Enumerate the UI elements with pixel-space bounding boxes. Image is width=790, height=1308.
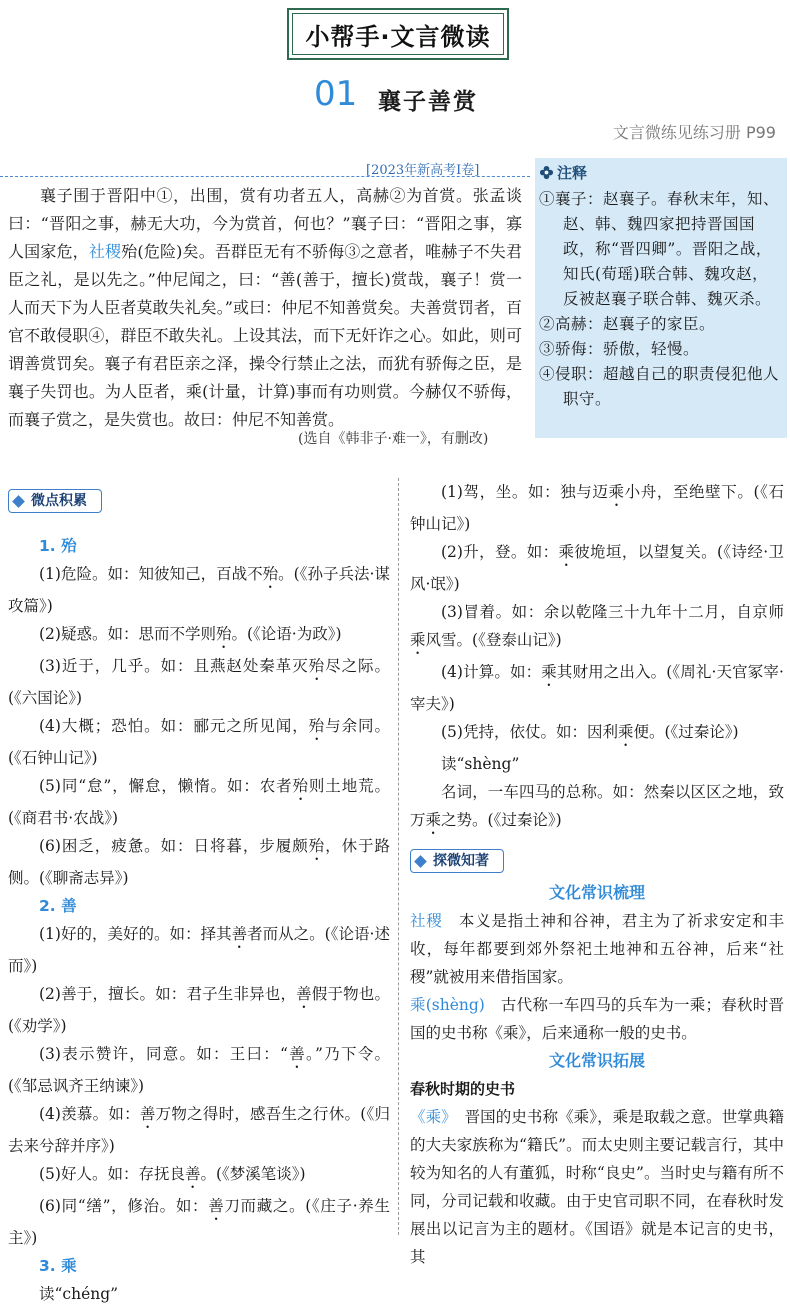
column-divider xyxy=(398,478,399,1235)
culture-entry: 乘(shèng) 古代称一车四马的兵车为一乘；春秋时晋国的史书称《乘》，后来通称一般的史书。 xyxy=(410,996,784,1042)
meaning-item: (6)困乏，疲惫。如：日将暮，步履颇殆，休于路侧。(《聊斋志异》) xyxy=(8,837,390,887)
left-column xyxy=(8,532,390,1308)
section-title: 文化常识拓展 xyxy=(548,1051,645,1070)
section-badge-wdjl xyxy=(8,490,102,510)
note-item: ③骄侮：骄傲，轻慢。 xyxy=(539,340,700,358)
meaning-item: (2)升，登。如：乘彼垝垣，以望复关。(《诗经·卫风·氓》) xyxy=(410,543,784,593)
banner-title: 小帮手·文言微读 xyxy=(292,13,504,55)
notes-title: 注释 xyxy=(557,164,588,182)
section-title: 文化常识梳理 xyxy=(548,883,645,902)
meaning-item: (3)近于，几乎。如：且燕赵处秦革灭殆尽之际。(《六国论》) xyxy=(8,657,390,707)
meaning-item: (3)表示赞许，同意。如：王曰：“善。”乃下令。(《邹忌讽齐王纳谏》) xyxy=(8,1045,390,1095)
note-item: ②高赫：赵襄子的家臣。 xyxy=(539,315,716,333)
meaning-item: (6)同“缮”，修治。如：善刀而藏之。(《庄子·养生主》) xyxy=(8,1197,390,1247)
meaning-item: (4)羡慕。如：善万物之得时，感吾生之行休。(《归去来兮辞并序》) xyxy=(8,1105,390,1155)
classical-passage xyxy=(8,182,522,434)
meaning-item: (5)好人。如：存抚良善。(《梦溪笔谈》) xyxy=(39,1165,306,1183)
divider-line xyxy=(0,176,530,177)
highlight-sheji: 社稷 xyxy=(88,242,122,261)
right-column xyxy=(410,478,784,1271)
word-heading: 1. 殆 xyxy=(39,537,77,555)
note-item: ④侵职：超越自己的职责侵犯他人职守。 xyxy=(539,365,780,408)
meaning-item: (1)驾，坐。如：独与迈乘小舟，至绝壁下。(《石钟山记》) xyxy=(410,483,784,533)
reading-label: 读“shèng” xyxy=(441,755,520,773)
meaning-item: (1)危险。如：知彼知己，百战不殆。(《孙子兵法·谋攻篇》) xyxy=(8,565,390,615)
lesson-number: 01 xyxy=(314,74,358,114)
badge-label: 微点积累 xyxy=(8,489,102,513)
banner-frame xyxy=(287,8,509,60)
culture-entry: 《乘》 晋国的史书称《乘》，乘是取载之意。世掌典籍的大夫家族称为“籍氏”。而太史则主要记载言行，其中较为知名的人有董狐，时称“良史”。当时史与籍有所不同，分司记载和收藏。由于史官司职不同，在春秋时发展出以记言为主的题材。《国语》就是本记言的史书，其 xyxy=(410,1108,784,1266)
passage-citation: (选自《韩非子·难一》，有删改) xyxy=(298,431,489,447)
meaning-item: (1)好的，美好的。如：择其善者而从之。(《论语·述而》) xyxy=(8,925,390,975)
word-heading: 2. 善 xyxy=(39,897,77,915)
meaning-item: (5)同“怠”，懈怠，懒惰。如：农者殆则土地荒。(《商君书·农战》) xyxy=(8,777,390,827)
exam-source-tag: [2023年新高考Ⅰ卷] xyxy=(366,163,480,178)
culture-entry: 社稷 本义是指土神和谷神，君主为了祈求安定和丰收，每年都要到郊外祭祀土地神和五谷神，后来“社稷”就被用来借指国家。 xyxy=(410,912,784,986)
reading-label: 读“chéng” xyxy=(39,1285,119,1303)
note-item: ①襄子：赵襄子。春秋末年，知、赵、韩、魏四家把持晋国国政，称“晋四卿”。晋阳之战，知氏(荀瑶)联合韩、魏攻赵，反被赵襄子联合韩、魏灭杀。 xyxy=(539,190,780,308)
passage-text: 殆(危险)矣。吾群臣无有不骄侮③之意者，唯赫子不失君臣之礼，是以先之。”仲尼闻之，曰：“善(善于，擅长)赏哉，襄子！赏一人而天下为人臣者莫敢失礼矣。”或曰：仲尼不知善赏矣。夫善赏罚者，百官不敢侵职④，群臣不敢失礼。上设其法，而下无奸诈之心。如此，则可谓善赏罚矣。襄子有君臣亲之泽，操令行禁止之法，而犹有骄侮之臣，是襄子失罚也。为人臣者，乘(计量，计算)事而有功则赏。今赫仅不骄侮，而襄子赏之，是失赏也。故曰：仲尼不知善赏。 xyxy=(8,242,522,429)
sub-heading: 春秋时期的史书 xyxy=(410,1080,516,1098)
flower-icon xyxy=(539,165,554,180)
meaning-item: (3)冒着。如：余以乾隆三十九年十二月，自京师乘风雪。(《登泰山记》) xyxy=(410,603,784,649)
workbook-reference: 文言微练见练习册 P99 xyxy=(612,123,776,142)
lesson-title: 襄子善赏 xyxy=(378,88,478,115)
passage-text: 襄子围于晋阳中①，出围，赏有功者五人，高赫②为首赏。张孟谈曰：“晋阳之事，赫无大功，今为赏首，何也？”襄子曰：“晋阳之事，寡人国家危， xyxy=(8,186,522,261)
section-badge-twzz: 探微知著 xyxy=(410,846,784,875)
notes-box xyxy=(535,158,787,438)
meaning-item: (2)疑惑。如：思而不学则殆。(《论语·为政》) xyxy=(39,625,342,643)
meaning-item: (2)善于，擅长。如：君子生非异也，善假于物也。(《劝学》) xyxy=(8,985,390,1035)
word-heading: 3. 乘 xyxy=(39,1257,77,1275)
notes-header xyxy=(539,162,781,183)
meaning-item: (4)大概；恐怕。如：郦元之所见闻，殆与余同。(《石钟山记》) xyxy=(8,717,390,767)
meaning-item: 名词，一车四马的总称。如：然秦以区区之地，致万乘之势。(《过秦论》) xyxy=(410,783,784,829)
meaning-item: (5)凭持，依仗。如：因利乘便。(《过秦论》) xyxy=(441,723,739,741)
meaning-item: (4)计算。如：乘其财用之出入。(《周礼·天官冢宰·宰夫》) xyxy=(410,663,784,713)
